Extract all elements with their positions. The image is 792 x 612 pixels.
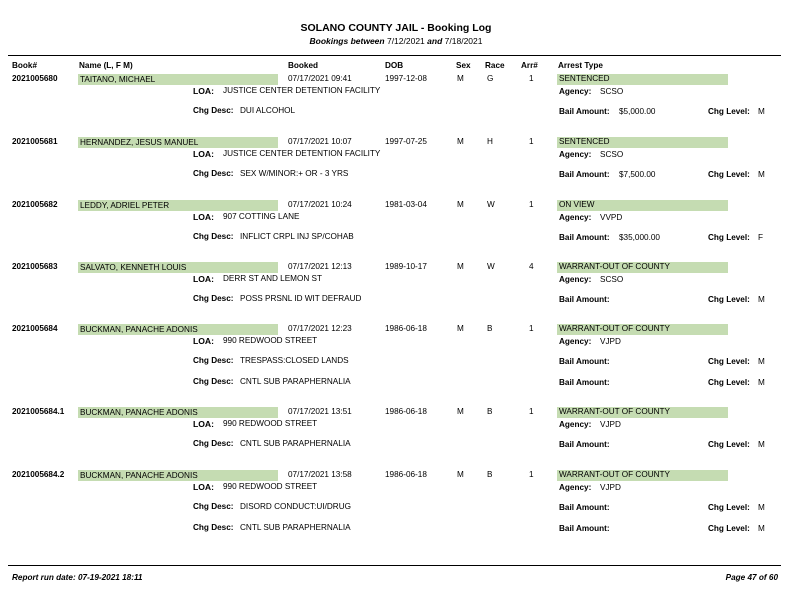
chg-desc-value: CNTL SUB PARAPHERNALIA bbox=[240, 377, 351, 386]
chg-desc-value: INFLICT CRPL INJ SP/COHAB bbox=[240, 232, 354, 241]
race: B bbox=[487, 407, 493, 416]
inmate-name: BUCKMAN, PANACHE ADONIS bbox=[80, 325, 198, 334]
agency-label: Agency: bbox=[559, 213, 592, 222]
booked-datetime: 07/17/2021 13:58 bbox=[288, 470, 352, 479]
agency-label: Agency: bbox=[559, 87, 592, 96]
arrest-type: WARRANT-OUT OF COUNTY bbox=[559, 470, 670, 479]
col-header-dob: DOB bbox=[385, 61, 404, 70]
arrest-type: SENTENCED bbox=[559, 74, 610, 83]
book-number: 2021005684.2 bbox=[12, 470, 65, 479]
chg-desc-label: Chg Desc: bbox=[193, 439, 234, 448]
bail-amount-value: $7,500.00 bbox=[619, 170, 656, 179]
arrest-type: SENTENCED bbox=[559, 137, 610, 146]
chg-desc-label: Chg Desc: bbox=[193, 502, 234, 511]
race: B bbox=[487, 324, 493, 333]
booked-datetime: 07/17/2021 13:51 bbox=[288, 407, 352, 416]
report-title: SOLANO COUNTY JAIL - Booking Log bbox=[300, 22, 492, 34]
arrest-count: 1 bbox=[529, 74, 534, 83]
chg-desc-label: Chg Desc: bbox=[193, 294, 234, 303]
arrest-count: 1 bbox=[529, 137, 534, 146]
chg-desc-value: CNTL SUB PARAPHERNALIA bbox=[240, 523, 351, 532]
race: W bbox=[487, 262, 495, 271]
arrest-type: WARRANT-OUT OF COUNTY bbox=[559, 324, 670, 333]
dob: 1997-07-25 bbox=[385, 137, 427, 146]
chg-desc-value: DUI ALCOHOL bbox=[240, 106, 296, 115]
loa-label: LOA: bbox=[193, 274, 215, 284]
bail-amount-label: Bail Amount: bbox=[559, 295, 610, 304]
bail-amount-label: Bail Amount: bbox=[559, 233, 610, 242]
inmate-name: TAITANO, MICHAEL bbox=[80, 75, 156, 84]
loa-label: LOA: bbox=[193, 86, 215, 96]
loa-label: LOA: bbox=[193, 149, 215, 159]
chg-level-label: Chg Level: bbox=[708, 357, 750, 366]
dob: 1986-06-18 bbox=[385, 407, 427, 416]
booked-datetime: 07/17/2021 09:41 bbox=[288, 74, 352, 83]
chg-level-value: M bbox=[758, 503, 765, 512]
agency-label: Agency: bbox=[559, 420, 592, 429]
inmate-name: BUCKMAN, PANACHE ADONIS bbox=[80, 471, 198, 480]
chg-level-value: M bbox=[758, 357, 765, 366]
booked-datetime: 07/17/2021 10:07 bbox=[288, 137, 352, 146]
col-header-booked: Booked bbox=[288, 61, 319, 70]
chg-desc-label: Chg Desc: bbox=[193, 106, 234, 115]
col-header-sex: Sex bbox=[456, 61, 471, 70]
chg-level-label: Chg Level: bbox=[708, 233, 750, 242]
sex: M bbox=[457, 470, 464, 479]
chg-level-label: Chg Level: bbox=[708, 524, 750, 533]
col-header-book: Book# bbox=[12, 61, 38, 70]
book-number: 2021005684 bbox=[12, 324, 58, 333]
chg-desc-label: Chg Desc: bbox=[193, 232, 234, 241]
agency-value: SCSO bbox=[600, 87, 624, 96]
agency-value: VJPD bbox=[600, 420, 621, 429]
report-subtitle bbox=[0, 36, 792, 46]
sex: M bbox=[457, 324, 464, 333]
page-number: Page 47 of 60 bbox=[725, 573, 778, 582]
book-number: 2021005683 bbox=[12, 262, 58, 271]
header-rule bbox=[8, 55, 781, 56]
subtitle-prefix: Bookings between bbox=[309, 36, 385, 46]
loa-label: LOA: bbox=[193, 336, 215, 346]
inmate-name: LEDDY, ADRIEL PETER bbox=[80, 201, 170, 210]
sex: M bbox=[457, 262, 464, 271]
chg-level-label: Chg Level: bbox=[708, 503, 750, 512]
col-header-arrest-type: Arrest Type bbox=[558, 61, 603, 70]
bail-amount-value: $5,000.00 bbox=[619, 107, 656, 116]
chg-desc-label: Chg Desc: bbox=[193, 169, 234, 178]
agency-value: VVPD bbox=[600, 213, 623, 222]
bail-amount-label: Bail Amount: bbox=[559, 503, 610, 512]
booked-datetime: 07/17/2021 12:13 bbox=[288, 262, 352, 271]
arrest-type: WARRANT-OUT OF COUNTY bbox=[559, 407, 670, 416]
agency-label: Agency: bbox=[559, 337, 592, 346]
sex: M bbox=[457, 200, 464, 209]
chg-desc-label: Chg Desc: bbox=[193, 523, 234, 532]
agency-value: VJPD bbox=[600, 337, 621, 346]
race: H bbox=[487, 137, 493, 146]
report-run-date: Report run date: 07-19-2021 18:11 bbox=[12, 573, 143, 582]
arrest-count: 4 bbox=[529, 262, 534, 271]
booked-datetime: 07/17/2021 10:24 bbox=[288, 200, 352, 209]
bail-amount-label: Bail Amount: bbox=[559, 378, 610, 387]
date-to: 7/18/2021 bbox=[444, 36, 483, 46]
loa-value: JUSTICE CENTER DETENTION FACILITY bbox=[223, 86, 381, 95]
loa-label: LOA: bbox=[193, 419, 215, 429]
book-number: 2021005681 bbox=[12, 137, 58, 146]
subtitle-and: and bbox=[427, 36, 443, 46]
dob: 1997-12-08 bbox=[385, 74, 427, 83]
bail-amount-label: Bail Amount: bbox=[559, 524, 610, 533]
loa-label: LOA: bbox=[193, 212, 215, 222]
chg-level-value: M bbox=[758, 295, 765, 304]
chg-desc-value: CNTL SUB PARAPHERNALIA bbox=[240, 439, 351, 448]
agency-label: Agency: bbox=[559, 483, 592, 492]
loa-value: 990 REDWOOD STREET bbox=[223, 336, 318, 345]
chg-desc-label: Chg Desc: bbox=[193, 377, 234, 386]
arrest-type: WARRANT-OUT OF COUNTY bbox=[559, 262, 670, 271]
chg-level-value: M bbox=[758, 378, 765, 387]
chg-level-label: Chg Level: bbox=[708, 170, 750, 179]
chg-desc-label: Chg Desc: bbox=[193, 356, 234, 365]
col-header-name: Name (L, F M) bbox=[79, 61, 133, 70]
loa-value: 990 REDWOOD STREET bbox=[223, 482, 318, 491]
sex: M bbox=[457, 74, 464, 83]
book-number: 2021005684.1 bbox=[12, 407, 65, 416]
inmate-name: HERNANDEZ, JESUS MANUEL bbox=[80, 138, 199, 147]
inmate-name: SALVATO, KENNETH LOUIS bbox=[80, 263, 187, 272]
arrest-count: 1 bbox=[529, 324, 534, 333]
dob: 1981-03-04 bbox=[385, 200, 427, 209]
race: W bbox=[487, 200, 495, 209]
agency-label: Agency: bbox=[559, 275, 592, 284]
chg-level-value: M bbox=[758, 170, 765, 179]
dob: 1989-10-17 bbox=[385, 262, 427, 271]
chg-level-label: Chg Level: bbox=[708, 107, 750, 116]
chg-level-value: M bbox=[758, 107, 765, 116]
chg-level-label: Chg Level: bbox=[708, 440, 750, 449]
sex: M bbox=[457, 407, 464, 416]
chg-level-value: F bbox=[758, 233, 764, 242]
chg-level-label: Chg Level: bbox=[708, 378, 750, 387]
loa-value: JUSTICE CENTER DETENTION FACILITY bbox=[223, 149, 381, 158]
race: G bbox=[487, 74, 494, 83]
date-from: 7/12/2021 bbox=[386, 36, 425, 46]
arrest-count: 1 bbox=[529, 470, 534, 479]
bail-amount-label: Bail Amount: bbox=[559, 440, 610, 449]
booked-datetime: 07/17/2021 12:23 bbox=[288, 324, 352, 333]
bail-amount-label: Bail Amount: bbox=[559, 107, 610, 116]
footer-rule bbox=[8, 565, 781, 566]
chg-desc-value: DISORD CONDUCT:UI/DRUG bbox=[240, 502, 351, 511]
chg-desc-value: POSS PRSNL ID WIT DEFRAUD bbox=[240, 294, 362, 303]
bail-amount-value: $35,000.00 bbox=[619, 233, 660, 242]
bail-amount-label: Bail Amount: bbox=[559, 170, 610, 179]
arrest-count: 1 bbox=[529, 200, 534, 209]
arrest-type: ON VIEW bbox=[559, 200, 595, 209]
chg-desc-value: TRESPASS:CLOSED LANDS bbox=[240, 356, 349, 365]
chg-level-label: Chg Level: bbox=[708, 295, 750, 304]
agency-value: VJPD bbox=[600, 483, 621, 492]
loa-value: DERR ST AND LEMON ST bbox=[223, 274, 323, 283]
chg-level-value: M bbox=[758, 440, 765, 449]
col-header-race: Race bbox=[485, 61, 505, 70]
chg-desc-value: SEX W/MINOR:+ OR - 3 YRS bbox=[240, 169, 349, 178]
agency-value: SCSO bbox=[600, 150, 624, 159]
bail-amount-label: Bail Amount: bbox=[559, 357, 610, 366]
arrest-count: 1 bbox=[529, 407, 534, 416]
col-header-arr: Arr# bbox=[521, 61, 538, 70]
book-number: 2021005682 bbox=[12, 200, 58, 209]
inmate-name: BUCKMAN, PANACHE ADONIS bbox=[80, 408, 198, 417]
sex: M bbox=[457, 137, 464, 146]
loa-label: LOA: bbox=[193, 482, 215, 492]
chg-level-value: M bbox=[758, 524, 765, 533]
book-number: 2021005680 bbox=[12, 74, 58, 83]
dob: 1986-06-18 bbox=[385, 324, 427, 333]
race: B bbox=[487, 470, 493, 479]
agency-value: SCSO bbox=[600, 275, 624, 284]
dob: 1986-06-18 bbox=[385, 470, 427, 479]
loa-value: 990 REDWOOD STREET bbox=[223, 419, 318, 428]
loa-value: 907 COTTING LANE bbox=[223, 212, 300, 221]
agency-label: Agency: bbox=[559, 150, 592, 159]
